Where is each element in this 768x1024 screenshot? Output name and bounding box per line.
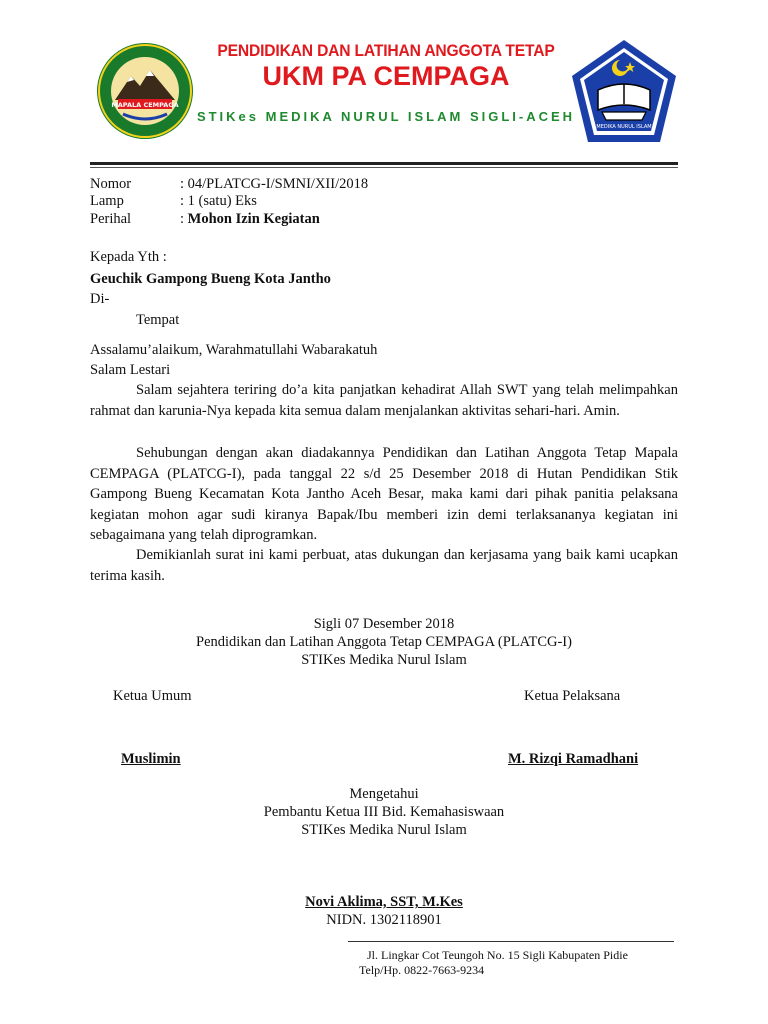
recipient-name: Geuchik Gampong Bueng Kota Jantho bbox=[90, 271, 331, 287]
logo-right-text: MEDIKA NURUL ISLAM bbox=[596, 124, 652, 130]
logo-left-text: MAPALA CEMPAGA bbox=[111, 101, 179, 109]
paragraph-3 bbox=[90, 545, 678, 586]
perihal-colon: : bbox=[180, 211, 188, 227]
footer-address: Jl. Lingkar Cot Teungoh No. 15 Sigli Kabupaten Pidie bbox=[367, 948, 628, 962]
header-divider bbox=[90, 162, 678, 165]
header-title-main: UKM PA CEMPAGA bbox=[262, 61, 510, 91]
mengetahui: Mengetahui bbox=[349, 786, 419, 802]
salam-lestari: Salam Lestari bbox=[90, 362, 171, 378]
lamp-label: Lamp bbox=[90, 193, 124, 209]
place-date: Sigli 07 Desember 2018 bbox=[313, 616, 455, 632]
perihal-label: Perihal bbox=[90, 211, 132, 227]
paragraph-2-text: Sehubungan dengan akan diadakannya Pendidikan dan Latihan Anggota Tetap Mapala CEMPAGA (PLATCG-I), pada tanggal 22 s/d 25 Desember 2018 di Hutan Pendidikan Stik Gampong Bueng Kecamatan Kota Jantho Aceh Besar, maka kami dari pihak panitia pelaksana kegiatan mohon agar sudi kiranya Bapak/Ibu memberi izin demi terlaksananya kegiatan ini sebagaimana yang telah diprogramkan. bbox=[90, 445, 678, 543]
ketua-pelaksana-title: Ketua Pelaksana bbox=[524, 688, 621, 704]
footer-divider bbox=[348, 941, 674, 942]
perihal-subject: Mohon Izin Kegiatan bbox=[187, 211, 320, 227]
ketua-umum-title: Ketua Umum bbox=[113, 688, 192, 704]
nomor-value: : 04/PLATCG-I/SMNI/XII/2018 bbox=[180, 176, 369, 192]
paragraph-1 bbox=[90, 380, 678, 421]
approver-nidn: NIDN. 1302118901 bbox=[326, 912, 442, 928]
header-title-line1: PENDIDIKAN DAN LATIHAN ANGGOTA TETAP bbox=[217, 41, 555, 60]
header-institution: STIKes MEDIKA NURUL ISLAM SIGLI-ACEH bbox=[196, 109, 576, 124]
pembantu-ketua: Pembantu Ketua III Bid. Kemahasiswaan bbox=[263, 804, 505, 820]
paragraph-1-text: Salam sejahtera teriring do’a kita panjatkan kehadirat Allah SWT yang telah melimpahkan rahmat dan karunia-Nya kepada kita semua dalam menjalankan aktivitas sehari-hari. Amin. bbox=[90, 382, 678, 419]
closing-org: Pendidikan dan Latihan Anggota Tetap CEMPAGA (PLATCG-I) bbox=[196, 634, 572, 650]
nomor-label: Nomor bbox=[90, 176, 132, 192]
paragraph-2 bbox=[90, 443, 678, 546]
paragraph-3-text: Demikianlah surat ini kami perbuat, atas dukungan dan kerjasama yang baik kami ucapkan terima kasih. bbox=[90, 547, 678, 584]
kepada-yth: Kepada Yth : bbox=[90, 249, 167, 265]
mapala-cempaga-logo bbox=[96, 42, 194, 140]
lamp-value: : 1 (satu) Eks bbox=[180, 193, 257, 209]
approver-institution: STIKes Medika Nurul Islam bbox=[301, 822, 467, 838]
ketua-umum-name: Muslimin bbox=[121, 751, 181, 767]
greeting: Assalamu’alaikum, Warahmatullahi Wabarakatuh bbox=[90, 342, 378, 358]
footer-phone: Telp/Hp. 0822-7663-9234 bbox=[359, 963, 485, 977]
perihal-value bbox=[180, 211, 320, 228]
header-divider-thin bbox=[90, 167, 678, 168]
stikes-logo bbox=[568, 38, 680, 146]
approver-name: Novi Aklima, SST, M.Kes bbox=[305, 894, 463, 910]
recipient-tempat: Tempat bbox=[136, 312, 180, 328]
ketua-pelaksana-name: M. Rizqi Ramadhani bbox=[508, 751, 639, 767]
closing-institution: STIKes Medika Nurul Islam bbox=[301, 652, 467, 668]
recipient-di: Di- bbox=[90, 291, 110, 307]
